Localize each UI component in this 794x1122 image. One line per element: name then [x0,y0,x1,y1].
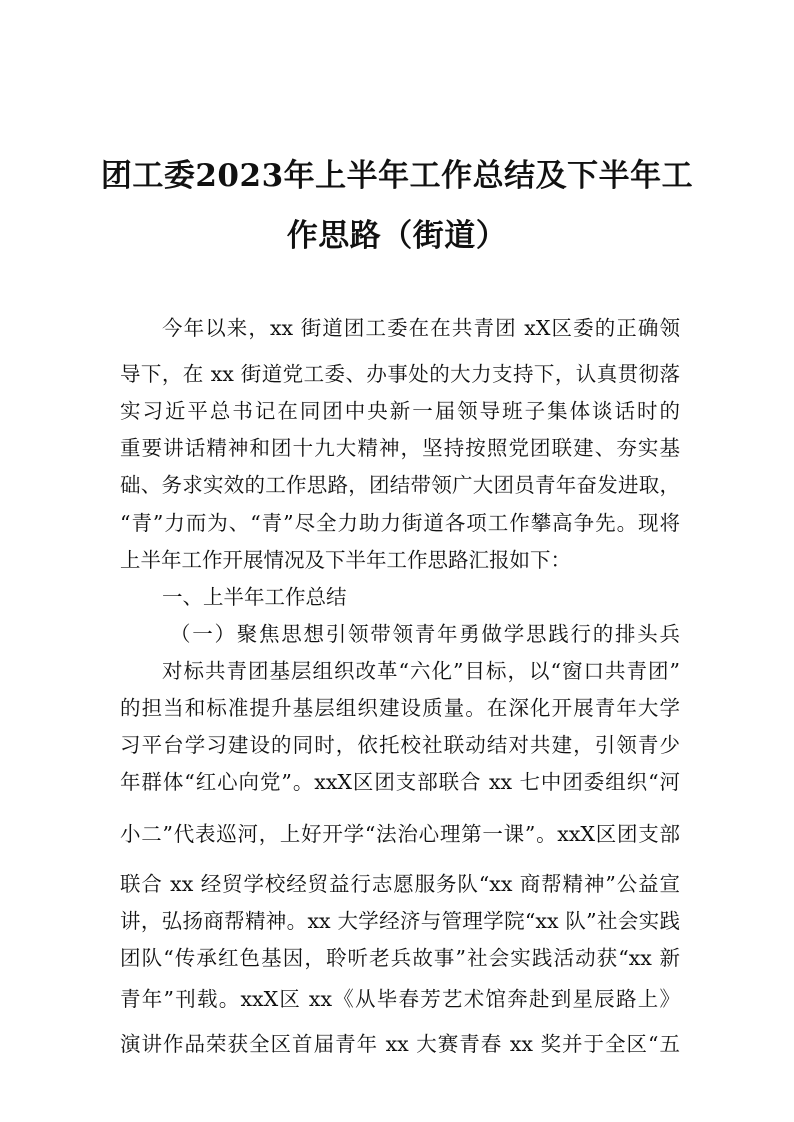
document-title-line-1: 团工委2023年上半年工作总结及下半年工 [100,158,694,194]
paragraph-line: 上半年工作开展情况及下半年工作思路汇报如下： [120,548,571,572]
paragraph-line: “青”力而为、“青”尽全力助力街道各项工作攀高争先。现将 [120,511,680,535]
paragraph-line: 实习近平总书记在同团中央新一届领导班子集体谈话时的 [120,399,680,423]
paragraph-line: 讲，弘扬商帮精神。xx 大学经济与管理学院“xx 队”社会实践 [120,909,680,933]
paragraph-line: 年群体“红心向党”。xxX区团支部联合 xx 七中团委组织“河 [120,770,680,794]
section-heading: 一、上半年工作总结 [162,585,347,609]
subsection-heading: （一）聚焦思想引领带领青年勇做学思践行的排头兵 [170,622,680,646]
paragraph-line: 青年”刊载。xxX区 xx《从毕春芳艺术馆奔赴到星辰路上》 [120,987,680,1011]
paragraph-line: 导下，在 xx 街道党工委、办事处的大力支持下，认真贯彻落 [120,362,680,386]
paragraph-line: 演讲作品荣获全区首届青年 xx 大赛青春 xx 奖并于全区“五 [120,1032,680,1056]
paragraph-line: 习平台学习建设的同时，依托校社联动结对共建，引领青少 [120,733,680,757]
paragraph-line: 的担当和标准提升基层组织建设质量。在深化开展青年大学 [120,696,680,720]
paragraph-line: 对标共青团基层组织改革“六化”目标，以“窗口共青团” [162,659,680,683]
paragraph-line: 小二”代表巡河，上好开学“法治心理第一课”。xxX区团支部 [120,822,680,846]
document-title-line-2: 作思路（街道） [286,218,508,254]
paragraph-line: 团队“传承红色基因，聆听老兵故事”社会实践活动获“xx 新 [120,946,680,970]
paragraph-line: 联合 xx 经贸学校经贸益行志愿服务队“xx 商帮精神”公益宣 [120,872,680,896]
paragraph-line: 今年以来，xx 街道团工委在在共青团 xX区委的正确领 [162,316,680,340]
paragraph-line: 重要讲话精神和团十九大精神，坚持按照党团联建、夯实基 [120,436,680,460]
paragraph-line: 础、务求实效的工作思路，团结带领广大团员青年奋发进取， [120,473,680,497]
